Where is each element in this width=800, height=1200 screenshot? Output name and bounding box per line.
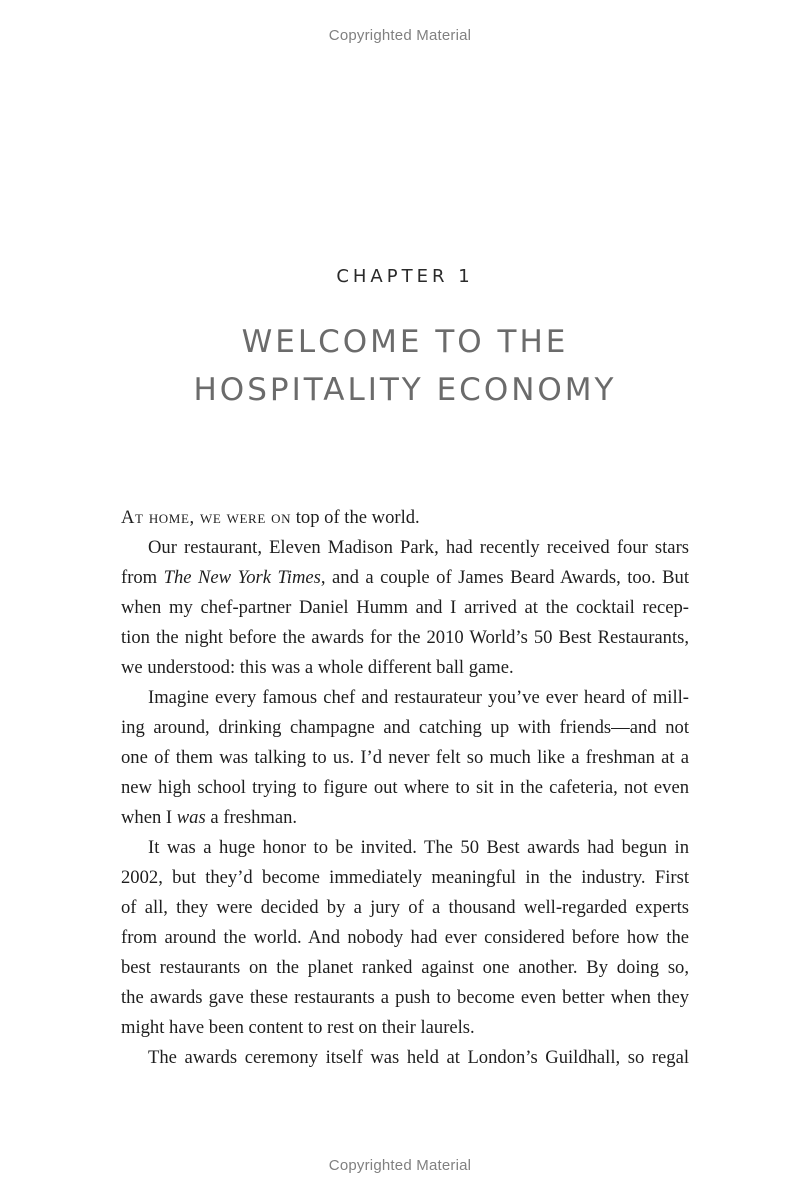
text-run: a freshman. [205,807,298,828]
paragraph-3-line [121,803,689,833]
paragraph-3-line: Imagine every famous chef and restaurateur you’ve ever heard of mill- [148,687,689,708]
paragraph-4-line: might have been content to rest on their laurels. [121,1017,475,1038]
paragraph-2-line [121,563,689,593]
chapter-title-line-1: WELCOME TO THE [241,324,569,360]
body-text [121,503,689,1073]
opening-small-caps: At home, we were on [121,507,292,528]
text-run: top of the world. [291,507,420,528]
copyright-watermark-bottom: Copyrighted Material [328,1157,472,1174]
paragraph-3-line: one of them was talking to us. I’d never felt so much like a freshman at a [121,747,689,768]
text-run: from [121,567,164,588]
paragraph-2-line: Our restaurant, Eleven Madison Park, had recently received four stars [148,537,689,558]
paragraph-5-line: The awards ceremony itself was held at London’s Guildhall, so regal [148,1047,689,1068]
paragraph-2-line: we understood: this was a whole different ball game. [121,657,514,678]
paragraph-4-line: the awards gave these restaurants a push to become even better when they [121,987,689,1008]
italic-emphasis: was [176,807,206,828]
text-run: when I [121,807,177,828]
paragraph-4-line: from around the world. And nobody had ever considered before how the [121,927,689,948]
chapter-label: CHAPTER 1 [336,266,474,287]
text-run: , and a couple of James Beard Awards, too. But [320,567,689,588]
paragraph-2-line: tion the night before the awards for the 2010 World’s 50 Best Restaurants, [121,627,689,648]
paragraph-4-line: best restaurants on the planet ranked against one another. By doing so, [121,957,689,978]
chapter-title-line-2: HOSPITALITY ECONOMY [193,372,617,408]
italic-title: The New York Times [163,567,321,588]
paragraph-2-line: when my chef-partner Daniel Humm and I arrived at the cocktail recep- [121,597,689,618]
paragraph-4-line: of all, they were decided by a jury of a thousand well-regarded experts [121,897,689,918]
paragraph-3-line: ing around, drinking champagne and catching up with friends—and not [121,717,689,738]
paragraph-4-line: It was a huge honor to be invited. The 50 Best awards had begun in [148,837,689,858]
paragraph-4-line: 2002, but they’d become immediately meaningful in the industry. First [121,867,689,888]
copyright-watermark-top: Copyrighted Material [328,27,472,44]
paragraph-1-line [121,503,689,533]
chapter-title [0,318,800,414]
paragraph-3-line: new high school trying to figure out where to sit in the cafeteria, not even [121,777,689,798]
